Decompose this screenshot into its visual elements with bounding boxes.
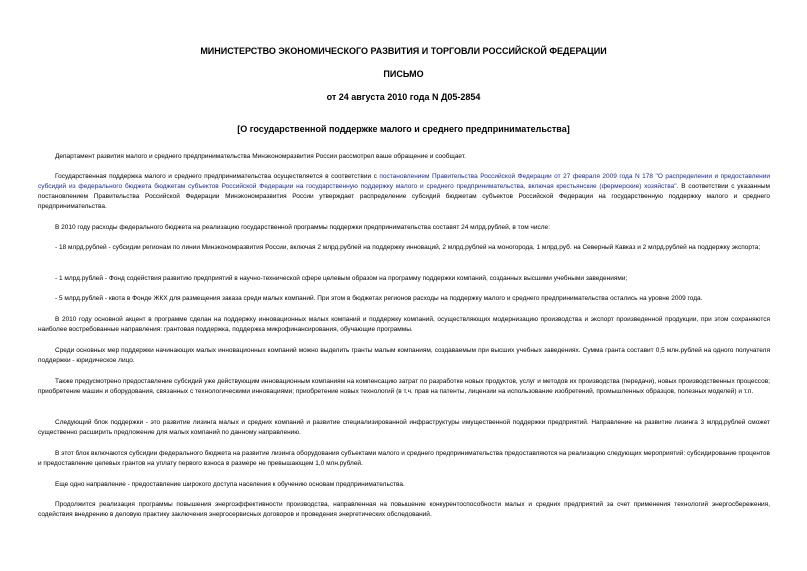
paragraph-focus: В 2010 году основной акцент в программе сделан на поддержку инновационных малых компаний и поддержку компаний, осуществляющих модернизацию производства и экспорт произведенной продукции, при этом сохраняются наиболее востребованные направления: грантовая поддержка, поддержка микрофинансирования, обучающие программы. (38, 316, 770, 333)
paragraph-leasing-details: В этот блок включаются субсидии федерального бюджета на развитие лизинга оборудования субъектами малого и среднего предпринимательства предоставляются на реализацию следующих мероприятий: субсидирование процентов и предоставление целевых грантов на уплату первого взноса в размере не превышающем 1,0 млн.рублей. (38, 450, 770, 467)
paragraph-budget-item-3: - 5 млрд.рублей - квота в Фонде ЖКХ для размещения заказа среди малых компаний. При этом в бюджетах регионов расходы на поддержку малого и среднего предпринимательства остались на уровне 2009 года. (55, 295, 703, 302)
paragraph-energy: Продолжится реализация программы повышения энергоэффективности производства, направленная на повышение конкурентоспособности малых и средних предприятий за счет применения технологий энергосбережения, содействия внедрению в деловую практику заключения энергосервисных договоров и проведения энергетических обследований. (38, 501, 770, 518)
paragraph-legal-basis-text-a: Государственная поддержка малого и среднего предпринимательства осуществляется в соответствии с (55, 173, 380, 180)
paragraph-legal-basis (38, 172, 770, 212)
document-subject: [О государственной поддержке малого и среднего предпринимательства] (237, 124, 570, 134)
paragraph-grants: Среди основных мер поддержки начинающих малых инновационных компаний можно выделить гранты малым компаниям, создаваемым при высших учебных заведениях. Сумма гранта составит 0,5 млн.рублей на одного получателя поддержки - юридическое лицо. (38, 347, 770, 364)
resolution-178-link[interactable]: постановлением Правительства Российской Федерации от 27 февраля 2009 года N 178 "О распределении и предоставлении субсидий из федерального бюджета бюджетам субъектов Российской Федерации на государственную поддержку малого и среднего предпринимательства, включая крестьянские (фермерские) хозяйства" (38, 173, 770, 190)
paragraph-legal-basis-text-b: . В соответствии с указанным постановлением Правительства Российской Федерации Минэкономразвития России утверждает распределение субсидий бюджетам субъектов Российской Федерации на государственную поддержку малого и среднего предпринимательства. (38, 183, 770, 210)
paragraph-budget-item-1: - 18 млрд.рублей - субсидии регионам по линии Минэкономразвития России, включая 2 млрд.рублей на поддержку инноваций, 2 млрд.рублей на моногорода, 1 млрд.руб. на Северный Кавказ и 2 млрд.рублей на поддержку экспорта; (55, 244, 761, 251)
paragraph-budget-item-2: - 1 млрд.рублей - Фонд содействия развитию предприятий в научно-технической сфере целевым образом на программу поддержки компаний, созданных высшими учебными заведениями; (55, 275, 628, 282)
paragraph-leasing: Следующий блок поддержки - это развитие лизинга малых и средних компаний и развитие специализированной инфраструктуры имущественной поддержки предприятий. Направление на развитие лизинга 3 млрд.рублей сможет существенно расширить предложение для малых компаний по данному направлению. (38, 419, 770, 436)
paragraph-intro: Департамент развития малого и среднего предпринимательства Минэкономразвития России рассмотрел ваше обращение и сообщает. (55, 153, 466, 160)
paragraph-subsidies: Также предусмотрено предоставление субсидий уже действующим инновационным компаниям на компенсацию затрат по разработке новых продуктов, услуг и методов их производства (передачи), новых производственных процессов; приобретение машин и оборудования, связанных с технологическими инновациями; приобретение новых технологий (в т.ч. прав на патенты, лицензии на использование изобретений, промышленных образцов, полезных моделей) и т.п. (38, 378, 770, 395)
paragraph-budget: В 2010 году расходы федерального бюджета на реализацию государственной программы поддержки предпринимательства составят 24 млрд.рублей, в том числе: (55, 224, 550, 231)
document-type: ПИСЬМО (383, 69, 424, 79)
date-number: от 24 августа 2010 года N Д05-2854 (326, 92, 481, 102)
ministry-heading: МИНИСТЕРСТВО ЭКОНОМИЧЕСКОГО РАЗВИТИЯ И ТОРГОВЛИ РОССИЙСКОЙ ФЕДЕРАЦИИ (200, 46, 607, 56)
paragraph-education: Еще одно направление - предоставление широкого доступа населения к обучению основам предпринимательства. (55, 481, 405, 488)
